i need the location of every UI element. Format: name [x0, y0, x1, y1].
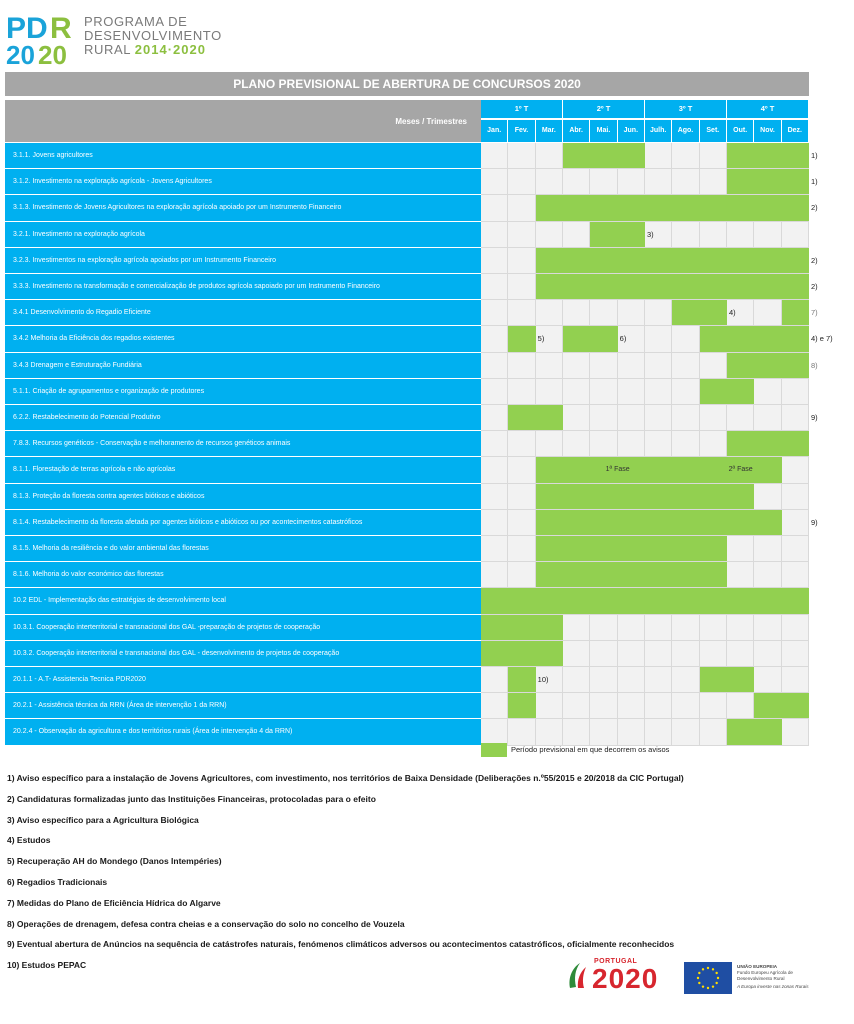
month-cell [645, 143, 672, 169]
row-label: 8.1.5. Melhoria da resiliência e do valor ambiental das florestas [5, 536, 481, 562]
inline-footnote-ref: 6) [619, 334, 627, 344]
row-footnote-ref: 9) [811, 517, 818, 527]
month-cell [563, 431, 590, 457]
period-bar [481, 641, 563, 667]
period-bar [536, 510, 782, 536]
month-cell [754, 667, 781, 693]
eu-flag-icon [684, 962, 732, 994]
month-cell [700, 693, 727, 719]
period-bar [536, 536, 727, 562]
month-header: Julh. [645, 120, 672, 142]
month-cell [481, 379, 508, 405]
month-cell [645, 719, 672, 745]
eu-caption [737, 964, 817, 990]
month-cell [782, 405, 809, 431]
month-cell [672, 353, 699, 379]
logo-wordmark [84, 15, 222, 57]
month-cell [782, 667, 809, 693]
month-cell [782, 615, 809, 641]
eu-star-icon [715, 972, 717, 974]
eu-title: UNIÃO EUROPEIA [737, 964, 778, 969]
svg-text:20: 20 [6, 40, 35, 68]
month-cell [508, 719, 535, 745]
row-label: 3.4.1 Desenvolvimento do Regadio Eficiente [5, 300, 481, 326]
row-label: 3.4.2 Melhoria da Eficiência dos regadios existentes [5, 326, 481, 352]
eu-star-icon [712, 985, 714, 987]
month-cell [481, 667, 508, 693]
month-cell [618, 353, 645, 379]
row-label: 3.3.3. Investimento na transformação e comercialização de produtos agrícola sapoiado por um Instrumento Financeiro [5, 274, 481, 300]
month-cell [590, 667, 617, 693]
month-cell [618, 667, 645, 693]
pdr2020-logo [6, 10, 246, 68]
month-cell [590, 300, 617, 326]
period-bar [700, 326, 809, 352]
month-cell [536, 169, 563, 195]
month-cell [727, 222, 754, 248]
month-cell [481, 484, 508, 510]
month-cell [481, 405, 508, 431]
logo-line-1: PROGRAMA DE [84, 14, 188, 29]
month-header: Jun. [618, 120, 645, 142]
month-cell [563, 353, 590, 379]
footnote: 7) Medidas do Plano de Eficiência Hídrica do Algarve [7, 897, 221, 908]
month-cell [508, 510, 535, 536]
month-cell [672, 615, 699, 641]
period-bar [508, 326, 535, 352]
eu-star-icon [707, 967, 709, 969]
month-cell [590, 641, 617, 667]
month-cell [672, 222, 699, 248]
logo-rural: RURAL [84, 42, 135, 57]
row-footnote-ref: 9) [811, 413, 818, 422]
footnote: 9) Eventual abertura de Anúncios na sequência de catástrofes naturais, fenómenos climáticos adversos ou acontecimentos catastróficos, oficialmente reconhecidos [7, 939, 675, 950]
month-cell [754, 484, 781, 510]
month-cell [590, 693, 617, 719]
month-cell [536, 143, 563, 169]
table-header-label [5, 100, 481, 142]
footnote: 3) Aviso específico para a Agricultura Biológica [7, 814, 199, 825]
row-footnote-ref: 1) [811, 177, 818, 187]
portugal-2020-number: 2020 [592, 963, 659, 994]
month-cell [700, 222, 727, 248]
period-bar [536, 562, 727, 588]
month-cell [754, 300, 781, 326]
month-cell [672, 693, 699, 719]
month-cell [563, 300, 590, 326]
period-bar [508, 405, 563, 431]
logo-line-3 [84, 43, 222, 57]
quarter-header: 2º T [563, 100, 645, 118]
month-cell [645, 667, 672, 693]
eu-fund: Fundo Europeu Agrícola de Desenvolvimento Rural [737, 970, 793, 981]
month-cell [754, 536, 781, 562]
month-header: Out. [727, 120, 754, 142]
month-cell [508, 248, 535, 274]
period-bar [700, 667, 755, 693]
month-cell [508, 222, 535, 248]
month-cell [508, 274, 535, 300]
logo-line-2: DESENVOLVIMENTO [84, 28, 222, 43]
month-cell [563, 169, 590, 195]
period-bar [536, 274, 809, 300]
row-label: 3.2.1. Investimento na exploração agrícola [5, 222, 481, 248]
month-cell [536, 353, 563, 379]
month-cell [481, 431, 508, 457]
month-cell [754, 405, 781, 431]
row-label: 8.1.1. Florestação de terras agrícola e não agrícolas [5, 457, 481, 483]
row-label: 10.2 EDL - Implementação das estratégias de desenvolvimento local [5, 588, 481, 614]
row-label: 20.2.1 - Assistência técnica da RRN (Área de intervenção 1 da RRN) [5, 693, 481, 719]
row-label: 20.2.4 - Observação da agricultura e dos territórios rurais (Área de intervenção 4 da RRN) [5, 719, 481, 745]
row-footnote-ref: 7) [811, 308, 818, 318]
month-cell [782, 222, 809, 248]
period-bar [563, 143, 645, 169]
month-cell [481, 248, 508, 274]
row-label: 10.3.2. Cooperação interterritorial e transnacional dos GAL - desenvolvimento de projetos de cooperação [5, 641, 481, 667]
month-cell [481, 562, 508, 588]
month-cell [590, 431, 617, 457]
month-cell [536, 719, 563, 745]
month-cell [700, 169, 727, 195]
month-cell [618, 379, 645, 405]
month-cell [536, 379, 563, 405]
period-bar [536, 195, 809, 221]
period-bar: 2ª Fase [700, 457, 782, 483]
month-cell [618, 719, 645, 745]
month-cell [563, 379, 590, 405]
row-label: 7.8.3. Recursos genéticos - Conservação e melhoramento de recursos genéticos animais [5, 431, 481, 457]
month-cell [754, 222, 781, 248]
month-cell [590, 405, 617, 431]
month-cell [481, 274, 508, 300]
period-bar [700, 379, 755, 405]
period-bar [727, 143, 809, 169]
months-quarters-label: Meses / Trimestres [395, 117, 467, 126]
period-bar [481, 615, 563, 641]
month-cell [754, 562, 781, 588]
legend-text: Período previsional em que decorrem os avisos [511, 745, 670, 754]
month-cell [508, 379, 535, 405]
period-bar [727, 719, 782, 745]
month-cell [481, 195, 508, 221]
row-label: 5.1.1. Criação de agrupamentos e organização de produtores [5, 379, 481, 405]
table-title: PLANO PREVISIONAL DE ABERTURA DE CONCURSOS 2020 [5, 72, 809, 96]
month-header: Nov. [754, 120, 781, 142]
row-label: 8.1.4. Restabelecimento da floresta afetada por agentes bióticos e abióticos ou por acontecimentos catastróficos [5, 510, 481, 536]
period-bar [782, 300, 809, 326]
month-cell [700, 615, 727, 641]
eu-star-icon [707, 987, 709, 989]
month-cell [508, 562, 535, 588]
eu-star-icon [698, 982, 700, 984]
row-label: 3.4.3 Drenagem e Estruturação Fundiária [5, 353, 481, 379]
month-cell [618, 693, 645, 719]
month-cell [590, 379, 617, 405]
month-cell [700, 719, 727, 745]
month-cell [700, 143, 727, 169]
month-cell [618, 405, 645, 431]
svg-text:PD: PD [6, 12, 48, 45]
row-footnote-ref: 2) [811, 203, 818, 213]
month-cell [700, 405, 727, 431]
row-label: 8.1.3. Proteção da floresta contra agentes bióticos e abióticos [5, 484, 481, 510]
month-header: Fev. [508, 120, 535, 142]
period-bar [727, 353, 809, 379]
month-cell [672, 169, 699, 195]
month-cell [481, 300, 508, 326]
month-cell [782, 641, 809, 667]
svg-text:R: R [50, 12, 72, 45]
eu-star-icon [697, 977, 699, 979]
portugal-2020-logo [566, 958, 676, 996]
month-cell [782, 719, 809, 745]
month-cell [563, 222, 590, 248]
month-cell [645, 405, 672, 431]
month-cell [618, 431, 645, 457]
month-cell [618, 641, 645, 667]
month-cell [563, 693, 590, 719]
month-cell [563, 641, 590, 667]
month-cell [645, 326, 672, 352]
eu-star-icon [702, 968, 704, 970]
footnote: 10) Estudos PEPAC [7, 960, 87, 971]
row-label: 6.2.2. Restabelecimento do Potencial Produtivo [5, 405, 481, 431]
month-cell [563, 615, 590, 641]
month-cell [536, 300, 563, 326]
month-cell [645, 615, 672, 641]
quarter-header: 3º T [645, 100, 727, 118]
month-cell [727, 693, 754, 719]
month-cell [727, 641, 754, 667]
month-cell [700, 353, 727, 379]
month-cell [782, 510, 809, 536]
portugal-label: PORTUGAL [594, 958, 638, 965]
month-cell [782, 536, 809, 562]
footnote: 2) Candidaturas formalizadas junto das Instituições Financeiras, protocoladas para o efeito [7, 793, 376, 804]
row-footnote-ref: 4) e 7) [811, 334, 833, 344]
month-header: Jan. [481, 120, 508, 142]
eu-stars-icon [684, 962, 732, 994]
eu-star-icon [717, 977, 719, 979]
eu-star-icon [698, 972, 700, 974]
month-cell [508, 457, 535, 483]
period-bar [508, 667, 535, 693]
inline-footnote-ref: 5) [537, 334, 545, 344]
month-cell [508, 143, 535, 169]
row-footnote-ref: 8) [811, 360, 818, 370]
month-cell [672, 641, 699, 667]
month-cell [481, 222, 508, 248]
month-cell [481, 536, 508, 562]
month-header: Mai. [590, 120, 617, 142]
month-cell [645, 431, 672, 457]
period-bar [536, 484, 755, 510]
quarter-header: 4º T [727, 100, 809, 118]
month-cell [672, 405, 699, 431]
month-cell [563, 719, 590, 745]
month-cell [481, 169, 508, 195]
month-cell [508, 536, 535, 562]
month-cell [782, 379, 809, 405]
month-header: Dez. [782, 120, 809, 142]
inline-footnote-ref: 10) [537, 675, 549, 684]
row-label: 20.1.1 - A.T- Assistencia Tecnica PDR2020 [5, 667, 481, 693]
period-bar [536, 248, 809, 274]
month-header: Abr. [563, 120, 590, 142]
row-label: 3.1.1. Jovens agricultores [5, 143, 481, 169]
month-cell [508, 169, 535, 195]
month-cell [645, 169, 672, 195]
month-cell [672, 326, 699, 352]
month-cell [508, 195, 535, 221]
month-cell [481, 510, 508, 536]
row-label: 8.1.6. Melhoria do valor económico das florestas [5, 562, 481, 588]
month-cell [727, 562, 754, 588]
month-cell [700, 431, 727, 457]
month-cell [481, 693, 508, 719]
month-cell [727, 536, 754, 562]
month-cell [645, 300, 672, 326]
pdr2020-logo-mark [6, 10, 76, 68]
month-cell [481, 353, 508, 379]
period-bar [481, 588, 809, 614]
month-cell [645, 379, 672, 405]
month-cell [727, 405, 754, 431]
portugal-2020-mark-icon [566, 960, 588, 990]
month-cell [700, 641, 727, 667]
month-cell [618, 169, 645, 195]
month-cell [590, 615, 617, 641]
month-cell [672, 719, 699, 745]
period-bar: 1ª Fase [536, 457, 700, 483]
quarter-header: 1º T [481, 100, 563, 118]
period-bar [590, 222, 645, 248]
month-cell [672, 667, 699, 693]
footnote: 6) Regadios Tradicionais [7, 876, 108, 887]
eu-slogan: A Europa investe nas zonas Rurais [737, 984, 809, 989]
footnote: 4) Estudos [7, 835, 51, 846]
row-label: 3.1.2. Investimento na exploração agrícola - Jovens Agricultores [5, 169, 481, 195]
month-cell [536, 222, 563, 248]
row-footnote-ref: 2) [811, 282, 818, 291]
month-header: Set. [700, 120, 727, 142]
row-label: 3.1.3. Investimento de Jovens Agricultores na exploração agrícola apoiado por um Instrumento Financeiro [5, 195, 481, 221]
logo-years: 2014·2020 [134, 42, 206, 57]
month-cell [782, 562, 809, 588]
eu-star-icon [702, 985, 704, 987]
month-cell [672, 431, 699, 457]
month-cell [536, 693, 563, 719]
month-cell [481, 457, 508, 483]
month-cell [727, 615, 754, 641]
footnote: 1) Aviso específico para a instalação de Jovens Agricultores, com investimento, nos territórios de Baixa Densidade (Deliberações n.º55/2015 e 20/2018 da CIC Portugal) [7, 773, 684, 783]
month-cell [782, 457, 809, 483]
month-cell [563, 405, 590, 431]
period-bar [672, 300, 727, 326]
footnote: 8) Operações de drenagem, defesa contra cheias e a conservação do solo no concelho de Vouzela [7, 918, 405, 929]
row-label: 10.3.1. Cooperação interterritorial e transnacional dos GAL -preparação de projetos de cooperação [5, 615, 481, 641]
month-cell [508, 484, 535, 510]
month-cell [645, 693, 672, 719]
month-cell [590, 719, 617, 745]
row-footnote-ref: 2) [811, 255, 818, 265]
row-label: 3.2.3. Investimentos na exploração agrícola apoiados por um Instrumento Financeiro [5, 248, 481, 274]
month-cell [618, 615, 645, 641]
period-bar [727, 431, 809, 457]
month-cell [481, 719, 508, 745]
month-cell [590, 169, 617, 195]
month-cell [481, 143, 508, 169]
month-cell [754, 641, 781, 667]
month-cell [672, 379, 699, 405]
month-cell [481, 326, 508, 352]
month-cell [754, 379, 781, 405]
month-cell [508, 431, 535, 457]
month-cell [672, 143, 699, 169]
month-cell [618, 300, 645, 326]
month-cell [563, 667, 590, 693]
eu-star-icon [712, 968, 714, 970]
month-header: Mar. [536, 120, 563, 142]
period-bar [727, 169, 809, 195]
legend-swatch [481, 743, 507, 757]
inline-footnote-ref: 3) [647, 229, 654, 239]
period-bar [754, 693, 809, 719]
month-cell [508, 353, 535, 379]
footnote: 5) Recuperação AH do Mondego (Danos Intempéries) [7, 856, 222, 867]
month-cell [645, 353, 672, 379]
inline-footnote-ref: 4) [729, 308, 736, 318]
month-cell [645, 641, 672, 667]
period-bar [563, 326, 618, 352]
svg-text:20: 20 [38, 40, 67, 68]
month-cell [754, 615, 781, 641]
eu-star-icon [715, 982, 717, 984]
month-cell [508, 300, 535, 326]
footnotes [7, 772, 847, 980]
month-cell [536, 431, 563, 457]
month-header: Ago. [672, 120, 699, 142]
row-footnote-ref: 1) [811, 151, 818, 160]
month-cell [590, 353, 617, 379]
month-cell [782, 484, 809, 510]
period-bar [508, 693, 535, 719]
